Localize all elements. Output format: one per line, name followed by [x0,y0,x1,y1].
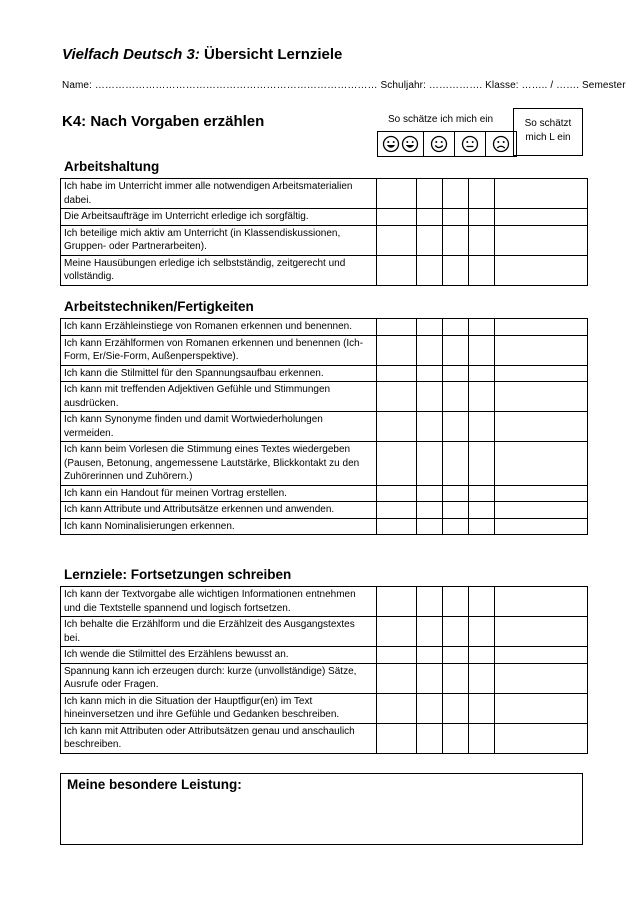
table-row [61,319,588,336]
self-assessment-label: So schätze ich mich ein [388,114,494,125]
self-rating-very-good-cell[interactable] [377,412,417,442]
teacher-rating-cell[interactable] [495,442,588,486]
learning-goal-text: Ich kann der Textvorgabe alle wichtigen Informationen entnehmen und die Textstelle spannend und logisch fortsetzen. [61,587,377,617]
self-rating-neutral-cell[interactable] [443,335,469,365]
self-rating-poor-cell[interactable] [469,587,495,617]
learning-goal-text: Meine Hausübungen erledige ich selbstständig, zeitgerecht und vollständig. [61,255,377,285]
self-rating-very-good-cell[interactable] [377,723,417,753]
self-rating-poor-cell[interactable] [469,617,495,647]
learning-goal-text: Ich kann Attribute und Attributsätze erkennen und anwenden. [61,502,377,519]
self-rating-neutral-cell[interactable] [443,382,469,412]
student-info-line[interactable]: Name: ………………………………………………………………………… Schuljahr: ……………. Klasse: …….. / ……. Semester [62,80,626,91]
teacher-rating-cell[interactable] [495,663,588,693]
teacher-rating-cell[interactable] [495,693,588,723]
self-rating-very-good-cell[interactable] [377,663,417,693]
teacher-rating-cell[interactable] [495,502,588,519]
self-rating-poor-cell[interactable] [469,382,495,412]
self-rating-very-good-cell[interactable] [377,502,417,519]
self-rating-neutral-cell[interactable] [443,693,469,723]
table-row [61,663,588,693]
table-row [61,485,588,502]
special-achievement-label: Meine besondere Leistung: [67,777,242,792]
self-rating-good-cell[interactable] [417,587,443,617]
self-rating-poor-cell[interactable] [469,442,495,486]
table-row [61,412,588,442]
section-title-arbeitshaltung: Arbeitshaltung [64,159,160,174]
self-rating-poor-cell[interactable] [469,502,495,519]
self-rating-poor-cell[interactable] [469,179,495,209]
self-rating-neutral-cell[interactable] [443,723,469,753]
learning-goal-text: Ich habe im Unterricht immer alle notwendigen Arbeitsmaterialien dabei. [61,179,377,209]
teacher-rating-cell[interactable] [495,255,588,285]
teacher-rating-cell[interactable] [495,319,588,336]
self-rating-very-good-cell[interactable] [377,587,417,617]
self-rating-poor-cell[interactable] [469,225,495,255]
self-rating-poor-cell[interactable] [469,335,495,365]
self-rating-poor-cell[interactable] [469,365,495,382]
self-rating-good-cell[interactable] [417,442,443,486]
teacher-rating-cell[interactable] [495,225,588,255]
teacher-label-line1: So schätzt [524,118,572,129]
learning-goal-text: Ich kann Synonyme finden und damit Wortwiederholungen vermeiden. [61,412,377,442]
learning-goal-text: Die Arbeitsaufträge im Unterricht erledige ich sorgfältig. [61,209,377,226]
teacher-rating-cell[interactable] [495,723,588,753]
table-row [61,365,588,382]
self-rating-neutral-cell[interactable] [443,442,469,486]
table-row [61,179,588,209]
self-rating-poor-cell[interactable] [469,209,495,226]
self-rating-very-good-cell[interactable] [377,647,417,664]
page-title [62,46,342,63]
unit-title: K4: Nach Vorgaben erzählen [62,113,265,130]
self-rating-neutral-cell[interactable] [443,502,469,519]
table-row [61,209,588,226]
learning-goal-text: Ich kann ein Handout für meinen Vortrag erstellen. [61,485,377,502]
happy-face-icon [424,132,455,156]
self-rating-good-cell[interactable] [417,663,443,693]
table-arbeitshaltung [60,178,588,286]
self-rating-good-cell[interactable] [417,319,443,336]
self-rating-good-cell[interactable] [417,518,443,535]
table-row [61,502,588,519]
learning-goal-text: Ich kann mit treffenden Adjektiven Gefühle und Stimmungen ausdrücken. [61,382,377,412]
learning-goal-text: Ich wende die Stilmittel des Erzählens bewusst an. [61,647,377,664]
self-rating-good-cell[interactable] [417,209,443,226]
table-row [61,255,588,285]
learning-goal-text: Ich kann mich in die Situation der Hauptfigur(en) im Text hineinversetzen und ihre Gefühle und Gedanken beschreiben. [61,693,377,723]
table-row [61,225,588,255]
self-rating-very-good-cell[interactable] [377,319,417,336]
self-rating-neutral-cell[interactable] [443,485,469,502]
teacher-rating-cell[interactable] [495,335,588,365]
table-row [61,617,588,647]
self-rating-good-cell[interactable] [417,225,443,255]
self-rating-very-good-cell[interactable] [377,179,417,209]
self-rating-very-good-cell[interactable] [377,693,417,723]
self-rating-poor-cell[interactable] [469,319,495,336]
self-rating-neutral-cell[interactable] [443,319,469,336]
self-rating-very-good-cell[interactable] [377,225,417,255]
self-rating-neutral-cell[interactable] [443,518,469,535]
self-rating-neutral-cell[interactable] [443,663,469,693]
self-rating-poor-cell[interactable] [469,255,495,285]
self-rating-good-cell[interactable] [417,255,443,285]
sad-face-icon [486,132,517,156]
learning-goal-text: Ich kann beim Vorlesen die Stimmung eines Textes wiedergeben (Pausen, Betonung, angemessene Lautstärke, Blickkontakt zu den Zuhörerinnen und Zuhörern.) [61,442,377,486]
table-row [61,723,588,753]
self-rating-neutral-cell[interactable] [443,617,469,647]
table-fortsetzungen [60,586,588,754]
table-row [61,518,588,535]
teacher-rating-cell[interactable] [495,587,588,617]
self-rating-neutral-cell[interactable] [443,225,469,255]
self-rating-poor-cell[interactable] [469,647,495,664]
table-row [61,382,588,412]
self-rating-very-good-cell[interactable] [377,365,417,382]
learning-goal-text: Ich kann Erzählformen von Romanen erkennen und benennen (Ich-Form, Er/Sie-Form, Außenperspektive). [61,335,377,365]
teacher-rating-cell[interactable] [495,179,588,209]
self-rating-good-cell[interactable] [417,365,443,382]
teacher-assessment-header [513,108,583,156]
self-rating-very-good-cell[interactable] [377,209,417,226]
self-rating-good-cell[interactable] [417,502,443,519]
self-rating-poor-cell[interactable] [469,693,495,723]
self-rating-good-cell[interactable] [417,179,443,209]
self-rating-very-good-cell[interactable] [377,335,417,365]
learning-goal-text: Ich kann mit Attributen oder Attributsätzen genau und anschaulich beschreiben. [61,723,377,753]
teacher-rating-cell[interactable] [495,647,588,664]
double-very-happy-face-icon [378,132,424,156]
table-row [61,335,588,365]
self-rating-good-cell[interactable] [417,617,443,647]
teacher-label-line2: mich L ein [525,132,571,143]
self-assessment-faces [377,131,517,157]
self-rating-good-cell[interactable] [417,485,443,502]
self-rating-neutral-cell[interactable] [443,587,469,617]
self-rating-very-good-cell[interactable] [377,255,417,285]
title-rest: Übersicht Lernziele [199,46,343,63]
teacher-rating-cell[interactable] [495,617,588,647]
self-rating-poor-cell[interactable] [469,518,495,535]
learning-goal-text: Ich kann die Stilmittel für den Spannungsaufbau erkennen. [61,365,377,382]
self-rating-neutral-cell[interactable] [443,412,469,442]
teacher-rating-cell[interactable] [495,382,588,412]
table-row [61,647,588,664]
title-book: Vielfach Deutsch 3: [62,46,200,63]
self-rating-neutral-cell[interactable] [443,365,469,382]
table-row [61,442,588,486]
self-rating-very-good-cell[interactable] [377,442,417,486]
teacher-rating-cell[interactable] [495,412,588,442]
self-rating-neutral-cell[interactable] [443,179,469,209]
self-rating-good-cell[interactable] [417,382,443,412]
section-title-arbeitstechniken: Arbeitstechniken/Fertigkeiten [64,299,254,314]
self-rating-good-cell[interactable] [417,647,443,664]
self-rating-neutral-cell[interactable] [443,209,469,226]
section-title-fortsetzungen: Lernziele: Fortsetzungen schreiben [64,567,292,582]
learning-goal-text: Ich beteilige mich aktiv am Unterricht (in Klassendiskussionen, Gruppen- oder Partnerarbeiten). [61,225,377,255]
self-rating-poor-cell[interactable] [469,663,495,693]
learning-goal-text: Ich kann Nominalisierungen erkennen. [61,518,377,535]
table-row [61,587,588,617]
learning-goal-text: Spannung kann ich erzeugen durch: kurze (unvollständige) Sätze, Ausrufe oder Fragen. [61,663,377,693]
self-rating-very-good-cell[interactable] [377,518,417,535]
self-rating-good-cell[interactable] [417,693,443,723]
learning-goal-text: Ich kann Erzähleinstiege von Romanen erkennen und benennen. [61,319,377,336]
self-rating-neutral-cell[interactable] [443,647,469,664]
self-rating-good-cell[interactable] [417,723,443,753]
learning-goal-text: Ich behalte die Erzählform und die Erzählzeit des Ausgangstextes bei. [61,617,377,647]
self-rating-poor-cell[interactable] [469,412,495,442]
self-rating-good-cell[interactable] [417,412,443,442]
self-rating-good-cell[interactable] [417,335,443,365]
table-row [61,693,588,723]
self-rating-very-good-cell[interactable] [377,485,417,502]
teacher-rating-cell[interactable] [495,209,588,226]
neutral-face-icon [455,132,486,156]
self-rating-very-good-cell[interactable] [377,617,417,647]
self-rating-very-good-cell[interactable] [377,382,417,412]
teacher-rating-cell[interactable] [495,518,588,535]
self-rating-poor-cell[interactable] [469,723,495,753]
self-rating-poor-cell[interactable] [469,485,495,502]
self-rating-neutral-cell[interactable] [443,255,469,285]
teacher-rating-cell[interactable] [495,485,588,502]
table-arbeitstechniken [60,318,588,535]
special-achievement-box[interactable] [60,773,583,845]
teacher-rating-cell[interactable] [495,365,588,382]
